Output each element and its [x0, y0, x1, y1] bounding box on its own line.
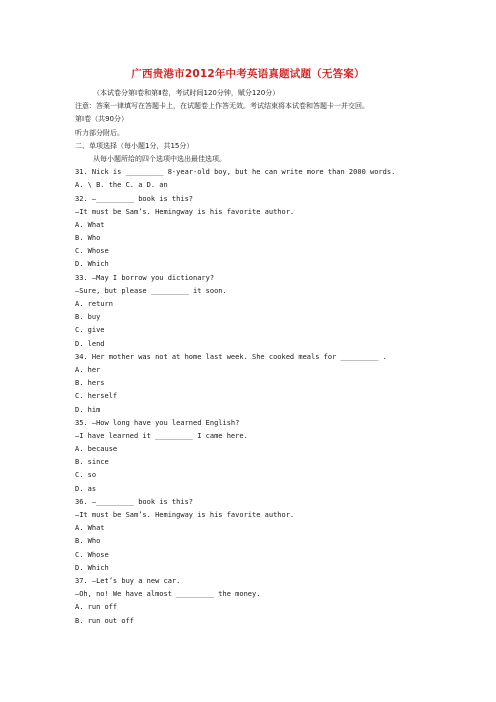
text-line: B. Who: [75, 537, 101, 546]
text-line: B. run out off: [75, 616, 135, 625]
text-line: C. Whose: [75, 247, 109, 256]
text-line: 注意：答案一律填写在答题卡上，在试题卷上作答无效。考试结束将本试卷和答题卡一并交回。: [75, 102, 369, 111]
text-line: 33. —May I borrow you dictionary?: [75, 273, 215, 282]
text-line: D. as: [75, 484, 97, 493]
text-line: C. give: [75, 326, 105, 335]
text-line: 36. —_________ book is this?: [75, 497, 194, 506]
text-line: B. since: [75, 458, 109, 467]
text-line: D. Which: [75, 260, 109, 269]
text-line: C. herself: [75, 392, 118, 401]
text-line: A. What: [75, 524, 105, 533]
text-line: D. him: [75, 405, 101, 414]
text-line: B. hers: [75, 379, 105, 388]
text-line: —I have learned it _________ I came here.: [75, 431, 248, 440]
text-line: 32. —_________ book is this?: [75, 194, 194, 203]
text-line: A. What: [75, 220, 105, 229]
text-line: B. buy: [75, 313, 101, 322]
text-line: —It must be Sam’s. Hemingway is his favorite author.: [75, 207, 295, 216]
text-line: 34. Her mother was not at home last week. She cooked meals for _________ .: [75, 352, 387, 361]
text-line: 第Ⅰ卷（共90分）: [75, 115, 128, 124]
text-line: C. so: [75, 471, 97, 480]
text-line: A. her: [75, 365, 101, 374]
document-body: [75, 87, 435, 628]
text-line: 二、单项选择（每小题1分，共15分）: [75, 141, 194, 150]
text-line: 35. —How long have you learned English?: [75, 418, 240, 427]
document-title: 广西贵港市2012年中考英语真题试题（无答案）: [131, 68, 365, 80]
text-line: （本试卷分第Ⅰ卷和第Ⅱ卷，考试时间120分钟，赋分120分）: [93, 89, 280, 97]
text-line: A. because: [75, 445, 118, 454]
text-line: 31. Nick is _________ 8-year-old boy, but he can write more than 2000 words.: [75, 168, 396, 177]
text-line: —Sure, but please _________ it soon.: [75, 286, 227, 295]
text-line: A. run off: [75, 603, 118, 612]
text-line: B. Who: [75, 234, 101, 243]
text-line: A. \ B. the C. a D. an: [75, 181, 168, 190]
text-line: C. Whose: [75, 550, 109, 559]
text-line: D. lend: [75, 339, 105, 348]
text-line: 从每小题所给的四个选项中选出最佳选项。: [93, 154, 226, 163]
text-line: —It must be Sam’s. Hemingway is his favorite author.: [75, 511, 295, 520]
text-line: D. Which: [75, 563, 109, 572]
text-line: 听力部分附后。: [75, 128, 124, 137]
text-line: —Oh, no! We have almost _________ the money.: [75, 590, 261, 599]
text-line: A. return: [75, 300, 113, 309]
text-line: 37. —Let’s buy a new car.: [75, 576, 181, 585]
